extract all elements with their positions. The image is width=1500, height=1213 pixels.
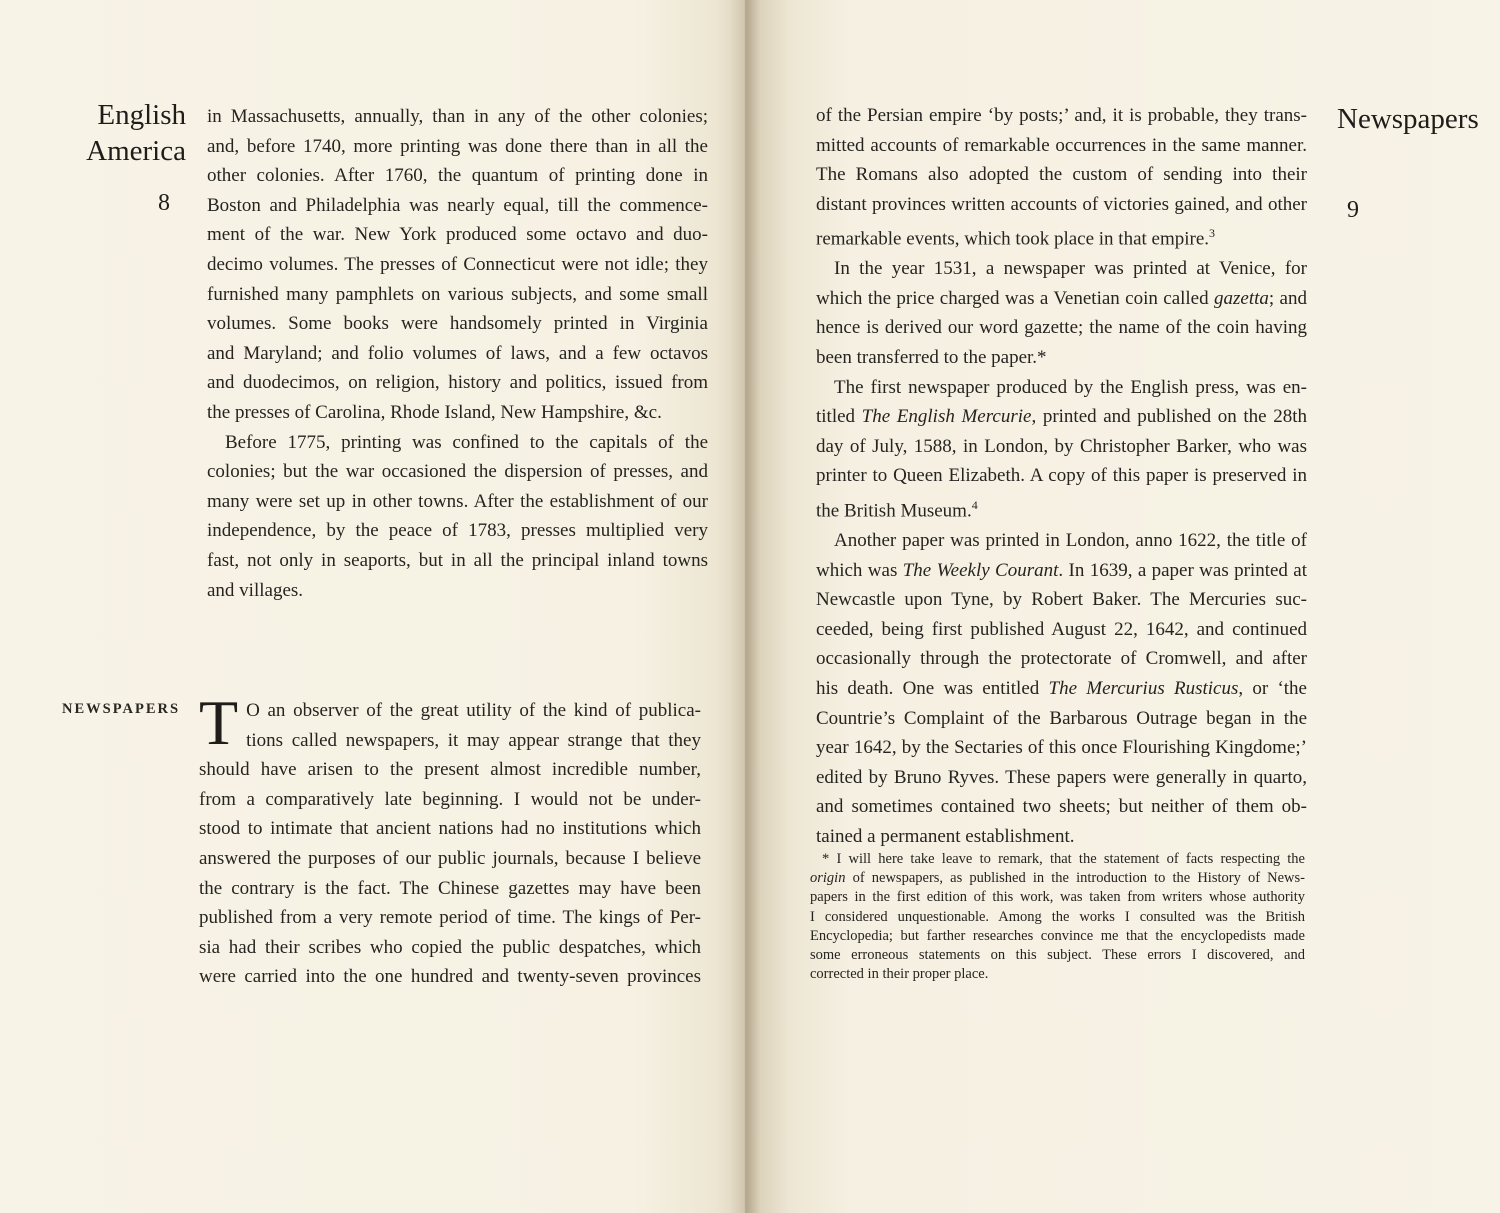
right-page-number: 9 xyxy=(1347,197,1359,223)
left-running-head-line1: English xyxy=(97,99,186,131)
footnote xyxy=(810,850,1305,984)
text-line: The Romans also adopted the custom of sending into their xyxy=(816,164,1307,186)
text-fragment: the British Museum. xyxy=(816,500,972,522)
text-line: in Massachusetts, annually, than in any of the other colonies; xyxy=(207,106,708,127)
text-line: and duodecimos, on religion, history and politics, issued from xyxy=(207,372,708,394)
text-fragment: which was xyxy=(816,559,903,581)
text-line: Another paper was printed in London, anno 1622, the title of xyxy=(834,529,1307,551)
text-fragment: ; and xyxy=(1268,287,1307,309)
right-running-head: Newspapers xyxy=(1337,103,1479,135)
text-line: sia had their scribes who copied the public despatches, which xyxy=(199,936,701,958)
section-label-newspapers: NEWSPAPERS xyxy=(62,701,181,717)
text-line: from a comparatively late beginning. I would not be under- xyxy=(199,788,701,810)
text-line: mitted accounts of remarkable occurrences in the same manner. xyxy=(816,134,1307,156)
footnote-line: Encyclopedia; but farther researches convince me that the encyclopedists made xyxy=(810,927,1305,944)
text-fragment: , printed and published on the 28th xyxy=(1031,406,1307,428)
italic-term: origin xyxy=(810,870,846,887)
text-line: edited by Bruno Ryves. These papers were generally in quarto, xyxy=(816,766,1307,788)
left-running-head xyxy=(86,97,186,169)
footnote-line xyxy=(810,869,1305,888)
text-fragment: which the price charged was a Venetian coin called xyxy=(816,287,1214,309)
text-line: furnished many pamphlets on various subjects, and some small xyxy=(207,283,708,305)
text-fragment: titled xyxy=(816,406,862,428)
text-line: many were set up in other towns. After the establishment of our xyxy=(207,490,708,512)
text-line: O an observer of the great utility of the kind of publica- xyxy=(246,700,701,721)
text-line: and sometimes contained two sheets; but neither of them ob- xyxy=(816,796,1307,818)
text-fragment: his death. One was entitled xyxy=(816,677,1049,699)
text-fragment: , or ‘the xyxy=(1238,677,1307,699)
text-line xyxy=(816,556,1307,586)
note-reference: 4 xyxy=(971,498,978,513)
italic-term: gazetta xyxy=(1214,287,1269,309)
text-line: Before 1775, printing was confined to the capitals of the xyxy=(225,431,708,453)
italic-title: The Mercurius Rusticus xyxy=(1048,677,1239,699)
text-line: hence is derived our word gazette; the name of the coin having xyxy=(816,317,1307,339)
text-line xyxy=(816,402,1307,432)
text-line: distant provinces written accounts of victories gained, and other xyxy=(816,193,1307,215)
text-line: and villages. xyxy=(207,579,304,601)
book-gutter xyxy=(730,0,760,1213)
text-line: year 1642, by the Sectaries of this once Flourishing Kingdome;’ xyxy=(816,737,1307,759)
text-line: Newcastle upon Tyne, by Robert Baker. The Mercuries suc- xyxy=(816,589,1307,611)
newspapers-section-text xyxy=(199,687,701,992)
text-line: colonies; but the war occasioned the dispersion of presses, and xyxy=(207,461,708,483)
text-line xyxy=(816,674,1307,704)
text-line: day of July, 1588, in London, by Christopher Barker, who was xyxy=(816,435,1307,457)
left-top-text xyxy=(207,102,708,605)
italic-title: The English Mercurie xyxy=(861,406,1032,428)
text-line: and Maryland; and folio volumes of laws, and a few octavos xyxy=(207,342,708,364)
text-line: were carried into the one hundred and twenty-seven provinces xyxy=(199,966,701,988)
text-line: of the Persian empire ‘by posts;’ and, it is probable, they trans- xyxy=(816,105,1307,126)
left-page xyxy=(0,0,745,1213)
text-line: printer to Queen Elizabeth. A copy of this paper is preserved in xyxy=(816,465,1307,487)
text-line: other colonies. After 1760, the quantum of printing done in xyxy=(207,165,708,187)
text-line: ment of the war. New York produced some octavo and duo- xyxy=(207,224,708,246)
text-line: The first newspaper produced by the English press, was en- xyxy=(834,376,1307,398)
note-reference: 3 xyxy=(1209,226,1216,241)
text-line: volumes. Some books were handsomely printed in Virginia xyxy=(207,313,708,335)
footnote-line: corrected in their proper place. xyxy=(810,966,989,983)
text-line: the contrary is the fact. The Chinese gazettes may have been xyxy=(199,877,701,899)
text-line: independence, by the peace of 1783, presses multiplied very xyxy=(207,520,708,542)
text-line: tained a permanent establishment. xyxy=(816,825,1075,847)
left-page-number: 8 xyxy=(158,190,170,216)
text-line xyxy=(816,219,1307,254)
text-line: answered the purposes of our public journals, because I believe xyxy=(199,847,701,869)
text-line xyxy=(816,284,1307,314)
text-line xyxy=(816,491,1307,526)
text-line: Countrie’s Complaint of the Barbarous Outrage began in the xyxy=(816,707,1307,729)
text-line: Boston and Philadelphia was nearly equal, till the commence- xyxy=(207,194,708,216)
text-fragment: of newspapers, as published in the introduction to the History of News- xyxy=(845,870,1305,887)
text-line: In the year 1531, a newspaper was printed at Venice, for xyxy=(834,258,1307,280)
text-line: stood to intimate that ancient nations had no institutions which xyxy=(199,818,701,840)
footnote-line: papers in the first edition of this work, was taken from writers whose authority xyxy=(810,889,1305,906)
left-running-head-line2: America xyxy=(86,135,186,167)
text-line: decimo volumes. The presses of Connecticut were not idle; they xyxy=(207,253,708,275)
text-line: ceeded, being first published August 22, 1642, and continued xyxy=(816,618,1307,640)
right-body-text xyxy=(816,101,1307,852)
text-line: and, before 1740, more printing was done there than in all the xyxy=(207,135,708,157)
footnote-line: some erroneous statements on this subject. These errors I discovered, and xyxy=(810,947,1305,964)
footnote-line: I considered unquestionable. Among the works I consulted was the British xyxy=(810,908,1305,925)
text-line: published from a very remote period of time. The kings of Per- xyxy=(199,907,701,929)
text-fragment: remarkable events, which took place in that empire. xyxy=(816,228,1210,250)
text-line: tions called newspapers, it may appear strange that they xyxy=(246,729,701,751)
text-line: should have arisen to the present almost incredible number, xyxy=(199,759,701,781)
footnote-line: * I will here take leave to remark, that the statement of facts respecting the xyxy=(822,851,1305,867)
text-fragment: . In 1639, a paper was printed at xyxy=(1058,559,1307,581)
right-page xyxy=(745,0,1500,1213)
text-line: occasionally through the protectorate of Cromwell, and after xyxy=(816,648,1307,670)
italic-title: The Weekly Courant xyxy=(902,559,1059,581)
text-line: fast, not only in seaports, but in all the principal inland towns xyxy=(207,549,708,571)
text-line: the presses of Carolina, Rhode Island, New Hampshire, &c. xyxy=(207,401,662,423)
text-line: been transferred to the paper.* xyxy=(816,347,1047,369)
drop-cap: T xyxy=(199,687,239,758)
